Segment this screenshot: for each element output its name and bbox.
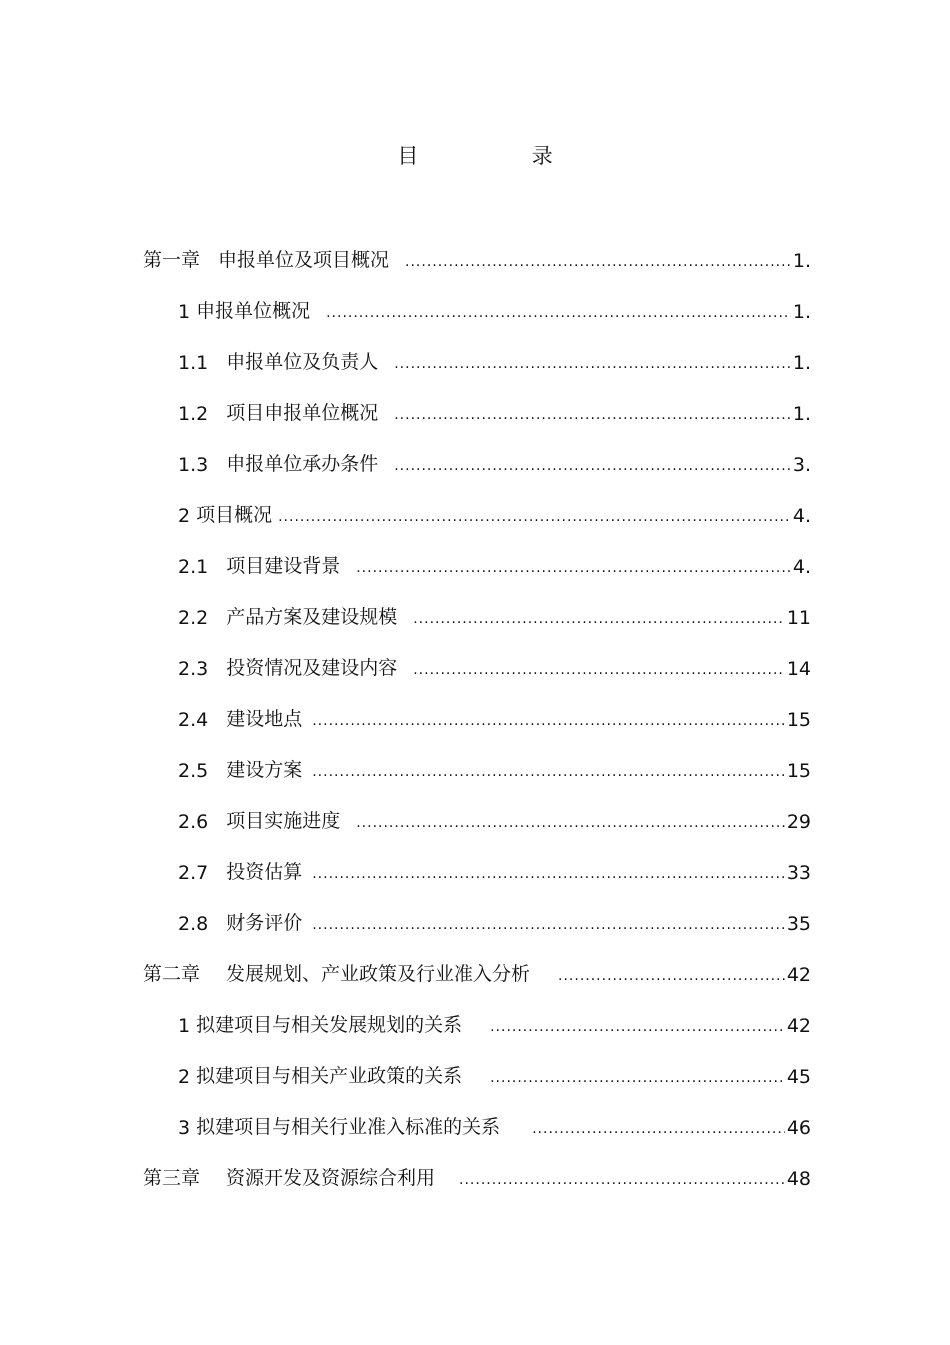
toc-entry-number: 第二章 (143, 963, 201, 985)
toc-entry-page: 11 (786, 607, 811, 629)
toc-entry[interactable] (178, 289, 811, 323)
toc-entry[interactable] (178, 493, 811, 527)
toc-entry-label: 发展规划、产业政策及行业准入分析 (226, 963, 531, 985)
toc-entry-page: 35 (786, 913, 811, 935)
toc-entry-number: 2.5 (178, 760, 209, 782)
toc-entry[interactable] (178, 901, 811, 935)
toc-entry[interactable] (178, 850, 811, 884)
toc-leader-dots (326, 306, 791, 323)
toc-entry[interactable] (178, 340, 811, 374)
toc-entry-page: 1. (792, 403, 811, 425)
toc-leader-dots (278, 510, 791, 527)
toc-leader-dots (356, 561, 791, 578)
toc-entry-page: 45 (786, 1066, 811, 1088)
toc-entry-number: 1.3 (178, 454, 209, 476)
toc-entry[interactable] (143, 1156, 811, 1190)
toc-leader-dots (394, 408, 791, 425)
toc-entry[interactable] (178, 1105, 811, 1139)
toc-entry-page: 4. (792, 556, 811, 578)
toc-entry[interactable] (143, 238, 811, 272)
toc-entry-page: 33 (786, 862, 811, 884)
toc-leader-dots (356, 816, 785, 833)
toc-entry-number: 第一章 (143, 249, 201, 271)
toc-leader-dots (413, 663, 785, 680)
toc-entry-page: 42 (786, 964, 811, 986)
toc-leader-dots (312, 867, 785, 884)
toc-entry-label: 投资估算 (226, 861, 303, 883)
toc-entry[interactable] (178, 748, 811, 782)
toc-entry-page: 1. (792, 352, 811, 374)
toc-entry-page: 14 (786, 658, 811, 680)
toc-entry-number: 2.3 (178, 658, 209, 680)
toc-entry[interactable] (178, 1003, 811, 1037)
toc-entry-number: 2.1 (178, 556, 209, 578)
toc-entry-label: 项目申报单位概况 (226, 402, 379, 424)
toc-entry-label: 申报单位及负责人 (226, 351, 379, 373)
toc-entry[interactable] (178, 799, 811, 833)
toc-leader-dots (312, 918, 785, 935)
toc-leader-dots (312, 765, 785, 782)
toc-entry-label: 产品方案及建设规模 (226, 606, 398, 628)
toc-entry[interactable] (178, 1054, 811, 1088)
toc-entry-number: 2.4 (178, 709, 209, 731)
toc-entry-page: 42 (786, 1015, 811, 1037)
toc-leader-dots (490, 1020, 785, 1037)
toc-entry-label: 项目概况 (196, 504, 273, 526)
title-char-2: 录 (531, 144, 553, 168)
toc-leader-dots (490, 1071, 785, 1088)
toc-entry[interactable] (178, 697, 811, 731)
page-title (0, 140, 950, 170)
toc-entry-label: 拟建项目与相关产业政策的关系 (196, 1065, 463, 1087)
toc-entry-label: 建设方案 (226, 759, 303, 781)
title-char-1: 目 (397, 144, 419, 168)
toc-entry-number: 2.6 (178, 811, 209, 833)
toc-entry-page: 1. (792, 301, 811, 323)
toc-leader-dots (413, 612, 785, 629)
toc-entry-number: 1 (178, 1015, 191, 1037)
toc-entry[interactable] (143, 952, 811, 986)
toc-entry-label: 资源开发及资源综合利用 (226, 1167, 436, 1189)
toc-entry-number: 第三章 (143, 1167, 201, 1189)
toc-entry-label: 拟建项目与相关行业准入标准的关系 (196, 1116, 501, 1138)
toc-entry[interactable] (178, 442, 811, 476)
toc-entry-label: 建设地点 (226, 708, 303, 730)
toc-entry-label: 申报单位及项目概况 (218, 249, 390, 271)
toc-entry-number: 1 (178, 301, 191, 323)
toc-entry-number: 2.7 (178, 862, 209, 884)
toc-entry[interactable] (178, 646, 811, 680)
toc-entry-page: 48 (786, 1168, 811, 1190)
toc-leader-dots (394, 357, 791, 374)
toc-entry[interactable] (178, 544, 811, 578)
toc-entry-page: 15 (786, 760, 811, 782)
toc-leader-dots (459, 1173, 785, 1190)
toc-entry-number: 2.8 (178, 913, 209, 935)
toc-leader-dots (312, 714, 785, 731)
toc-entry[interactable] (178, 595, 811, 629)
toc-leader-dots (405, 255, 791, 272)
toc-entry-page: 4. (792, 505, 811, 527)
toc-entry-number: 1.2 (178, 403, 209, 425)
toc-leader-dots (394, 459, 791, 476)
toc-entry-label: 申报单位概况 (196, 300, 311, 322)
toc-entry-page: 15 (786, 709, 811, 731)
toc-entry-label: 项目实施进度 (226, 810, 341, 832)
toc-leader-dots (532, 1122, 785, 1139)
toc-entry-number: 2.2 (178, 607, 209, 629)
toc-entry-label: 投资情况及建设内容 (226, 657, 398, 679)
toc-entry[interactable] (178, 391, 811, 425)
toc-entry-number: 2 (178, 1066, 191, 1088)
toc-entry-page: 46 (786, 1117, 811, 1139)
toc-entry-label: 项目建设背景 (226, 555, 341, 577)
toc-entry-label: 拟建项目与相关发展规划的关系 (196, 1014, 463, 1036)
toc-entry-label: 申报单位承办条件 (226, 453, 379, 475)
toc-leader-dots (558, 969, 785, 986)
toc-entry-page: 1. (792, 250, 811, 272)
toc-entry-page: 3. (792, 454, 811, 476)
toc-entry-label: 财务评价 (226, 912, 303, 934)
toc-entry-number: 3 (178, 1117, 191, 1139)
toc-entry-number: 2 (178, 505, 191, 527)
toc-entry-page: 29 (786, 811, 811, 833)
toc-entry-number: 1.1 (178, 352, 209, 374)
